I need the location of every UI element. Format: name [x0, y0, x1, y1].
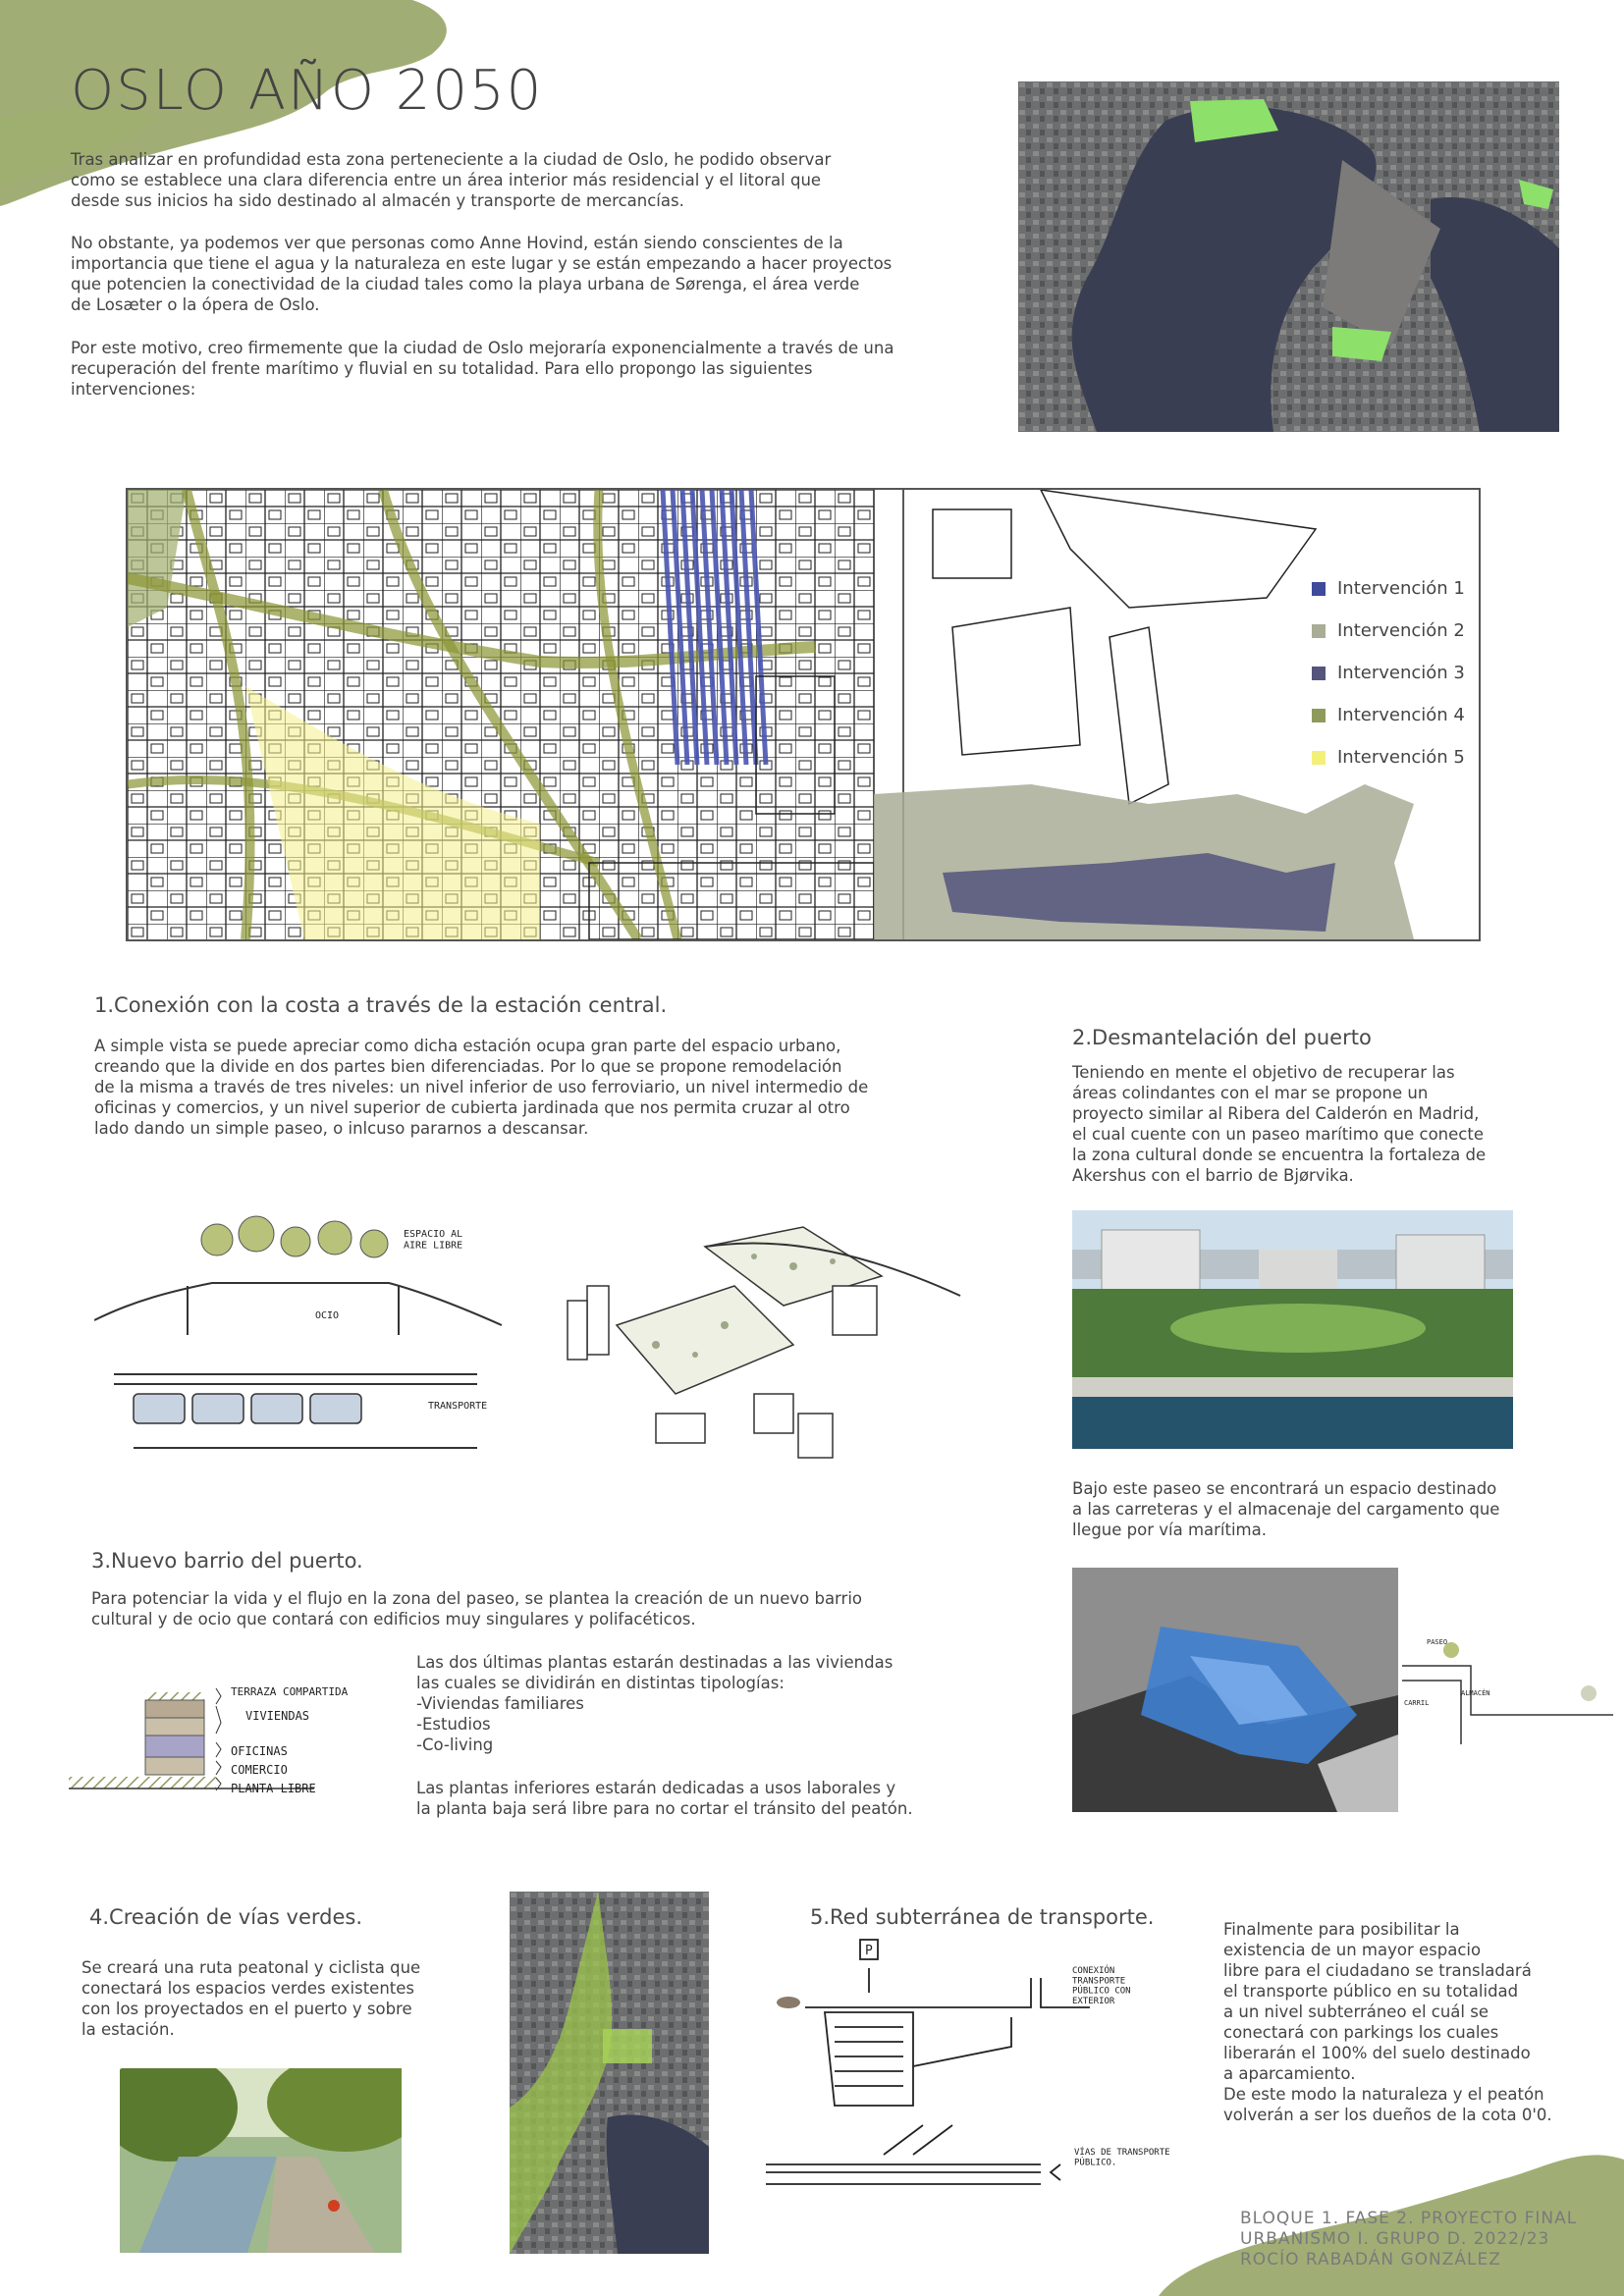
legend-swatch-4: [1312, 709, 1326, 722]
sketch-label-ocio: OCIO: [315, 1310, 340, 1321]
greenway-aerial-map: [510, 1892, 709, 2254]
legend-label-5: Intervención 5: [1337, 747, 1465, 768]
sketch-label-aire: ESPACIO AL AIRE LIBRE: [404, 1229, 463, 1252]
intro-paragraph-2: No obstante, ya podemos ver que personas como Anne Hovind, están siendo conscientes de la importancia que tiene el agua y la naturaleza en este lugar y se están empezando a hacer proyectos que potencien la conectividad de la ciudad tales como la playa urbana de Sørenga, el área verde de Losæter o la ópera de Oslo.: [71, 234, 893, 314]
sketch-label-conexion: CONEXIÓN TRANSPORTE PÚBLICO CON EXTERIOR: [1072, 1966, 1131, 2007]
legend-label-1: Intervención 1: [1337, 578, 1465, 599]
station-axonometric-sketch: [558, 1207, 980, 1472]
section-3-text: Para potenciar la vida y el flujo en la zona del paseo, se plantea la creación de un nuevo barrio cultural y de ocio que contará con edificios muy singulares y polifacéticos.: [91, 1589, 863, 1629]
section-3-text-3: Las plantas inferiores estarán dedicadas a usos laborales y la planta baja será libre para no cortar el tránsito del peatón.: [416, 1779, 913, 1818]
port-3d-render: [1072, 1568, 1398, 1812]
sketch-label-transporte: TRANSPORTE: [428, 1401, 488, 1412]
diagram-label-comercio: COMERCIO: [231, 1763, 288, 1777]
legend-item-3: [1312, 663, 1465, 683]
sketch-label-parking: P: [865, 1944, 873, 1958]
greenway-photo: [120, 2068, 402, 2253]
legend-label-2: Intervención 2: [1337, 620, 1465, 641]
legend-swatch-3: [1312, 667, 1326, 680]
section-3-text-2: Las dos últimas plantas estarán destinadas a las viviendas las cuales se dividirán en distintas tipologías: -Viviendas familiares -Estudios -Co-living: [416, 1653, 893, 1754]
sketch-label-almacen: ALMACÉN: [1461, 1689, 1490, 1697]
intro-paragraph-1: Tras analizar en profundidad esta zona perteneciente a la ciudad de Oslo, he podido observar como se establece una clara diferencia entre un área interior más residencial y el litoral que desde sus inicios ha sido destinado al almacén y transporte de mercancías.: [71, 150, 832, 210]
section-2-title: 2.Desmantelación del puerto: [1072, 1026, 1372, 1049]
credits: BLOQUE 1. FASE 2. PROYECTO FINAL URBANISMO I. GRUPO D. 2022/23 ROCÍO RABADÁN GONZÁLEZ: [1240, 2209, 1578, 2269]
sketch-label-paseo: PASEO: [1427, 1638, 1448, 1646]
legend-label-3: Intervención 3: [1337, 663, 1465, 683]
sketch-label-carril: CARRIL: [1404, 1699, 1430, 1707]
section-5-title: 5.Red subterránea de transporte.: [810, 1905, 1155, 1929]
building-section-diagram: [69, 1679, 383, 1806]
legend-item-5: [1312, 747, 1465, 768]
page-title: OSLO AÑO 2050: [71, 59, 544, 123]
section-4-text: Se creará una ruta peatonal y ciclista que conectará los espacios verdes existentes con los proyectados en el puerto y sobre la estación.: [81, 1958, 421, 2039]
diagram-label-oficinas: OFICINAS: [231, 1744, 288, 1758]
section-1-text: A simple vista se puede apreciar como dicha estación ocupa gran parte del espacio urbano, creando que la divide en dos partes bien diferenciadas. Por lo que se propone remodelación de la misma a través de tres niveles: un nivel inferior de uso ferroviario, un nivel intermedio de oficinas y comercios, y un nivel superior de cubierta jardinada que nos permita cruzar al otro lado dando un simple paseo, o inlcuso pararnos a descansar.: [94, 1037, 869, 1138]
section-1-title: 1.Conexión con la costa a través de la estación central.: [94, 993, 668, 1017]
promenade-section-sketch: [1402, 1636, 1613, 1749]
legend-item-4: [1312, 705, 1465, 725]
section-4-title: 4.Creación de vías verdes.: [89, 1905, 363, 1929]
ribera-calderon-render: [1072, 1210, 1513, 1449]
legend-swatch-1: [1312, 582, 1326, 596]
section-3-title: 3.Nuevo barrio del puerto.: [91, 1549, 363, 1573]
station-section-sketch: [94, 1212, 507, 1458]
diagram-label-planta-libre: PLANTA LIBRE: [231, 1782, 316, 1795]
section-2-text: Teniendo en mente el objetivo de recuperar las áreas colindantes con el mar se propone un proyecto similar al Ribera del Calderón en Madrid, el cual cuente con un paseo marítimo que conecte la zona cultural donde se encuentra la fortaleza de Akershus con el barrio de Bjørvika.: [1072, 1063, 1487, 1185]
section-5-text: Finalmente para posibilitar la existencia de un mayor espacio libre para el ciudadano se transladará el transporte público en su totalidad a un nivel subterráneo el cuál se conectará con parkings los cuales liberarán el 100% del suelo destinado a aparcamiento. De este modo la naturaleza y el peatón volverán a ser los dueños de la cota 0'0.: [1223, 1920, 1552, 2124]
legend-swatch-2: [1312, 624, 1326, 638]
legend-item-2: [1312, 620, 1465, 641]
intervention-map: [126, 488, 1481, 941]
legend-item-1: [1312, 578, 1465, 599]
diagram-label-viviendas: VIVIENDAS: [245, 1709, 310, 1723]
legend-swatch-5: [1312, 751, 1326, 765]
underground-transport-sketch: [766, 1939, 1218, 2204]
aerial-photo-oslo: [1018, 81, 1559, 432]
diagram-label-terraza: TERRAZA COMPARTIDA: [231, 1685, 349, 1698]
intro-paragraph-3: Por este motivo, creo firmemente que la ciudad de Oslo mejoraría exponencialmente a través de una recuperación del frente marítimo y fluvial en su totalidad. Para ello propongo las siguientes intervenciones:: [71, 339, 894, 399]
section-2-text-2: Bajo este paseo se encontrará un espacio destinado a las carreteras y el almacenaje del cargamento que llegue por vía marítima.: [1072, 1479, 1500, 1539]
sketch-label-vias: VÍAS DE TRANSPORTE PÚBLICO.: [1074, 2148, 1170, 2168]
legend-label-4: Intervención 4: [1337, 705, 1465, 725]
